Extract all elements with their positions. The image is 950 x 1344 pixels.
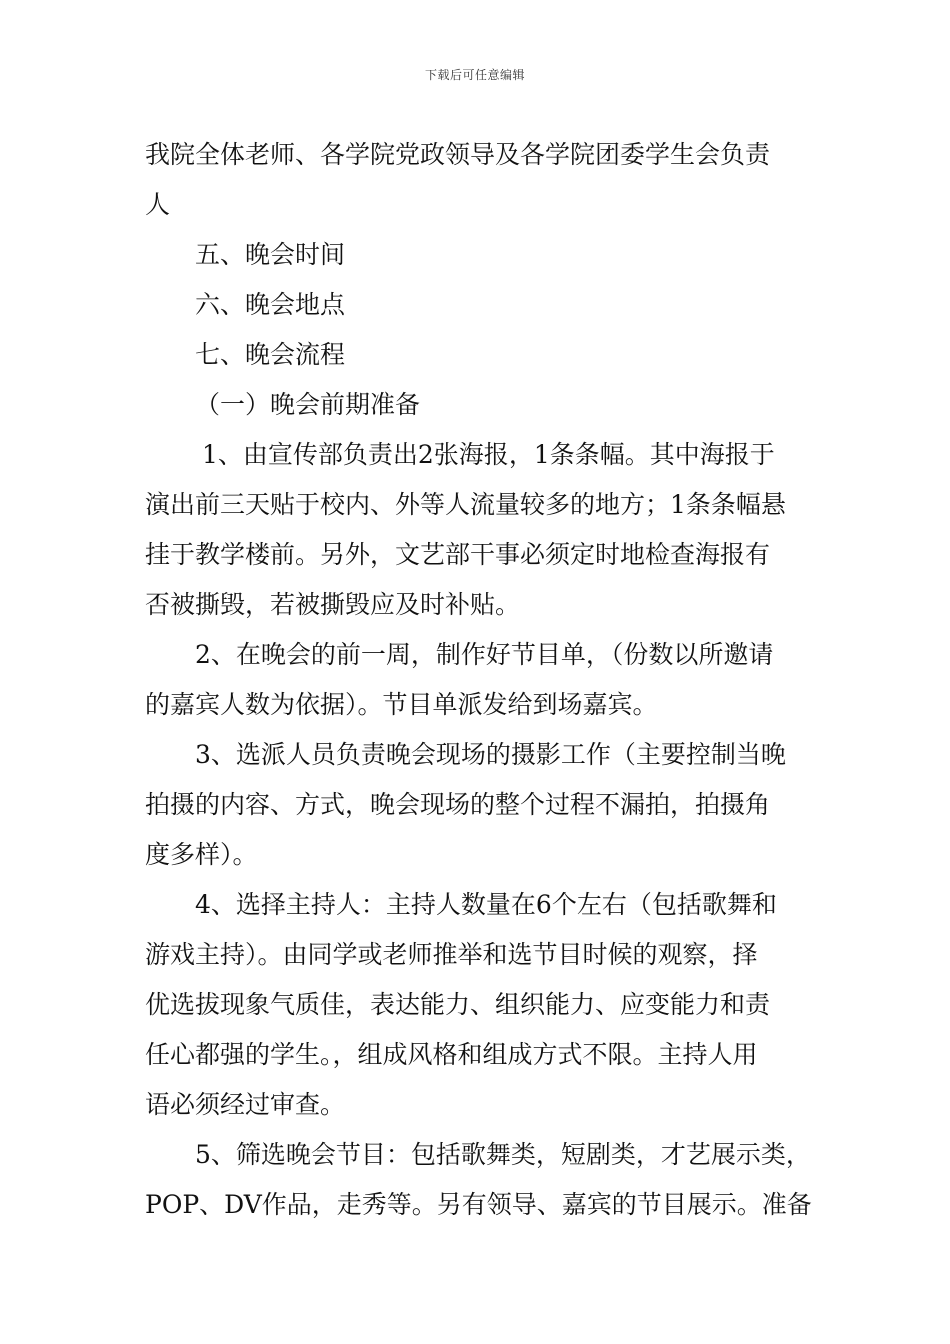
section-heading: 五、晚会时间 [195, 240, 346, 269]
text-line: 3、选派人员负责晚会现场的摄影工作（主要控制当晚 [195, 740, 786, 769]
section-heading: 六、晚会地点 [195, 290, 346, 319]
text-line: 度多样）。 [145, 840, 258, 869]
text-line: 5、筛选晚会节目：包括歌舞类，短剧类，才艺展示类， [195, 1140, 811, 1169]
text-line: 演出前三天贴于校内、外等人流量较多的地方；1条条幅悬 [145, 490, 786, 519]
text-line: 人 [145, 190, 171, 219]
section-heading: 七、晚会流程 [195, 340, 346, 369]
text-line: 4、选择主持人：主持人数量在6个左右（包括歌舞和 [195, 890, 777, 919]
page-header-note: 下载后可任意编辑 [424, 68, 525, 82]
text-line: 游戏主持）。由同学或老师推举和选节目时候的观察，择 [145, 940, 758, 969]
text-line: 拍摄的内容、方式，晚会现场的整个过程不漏拍，拍摄角 [145, 790, 771, 819]
text-line: 语必须经过审查。 [145, 1090, 346, 1119]
text-line: 优选拔现象气质佳，表达能力、组织能力、应变能力和责 [145, 990, 771, 1019]
text-line: 的嘉宾人数为依据）。节目单派发给到场嘉宾。 [145, 690, 658, 719]
text-line: 任心都强的学生。，组成风格和组成方式不限。主持人用 [145, 1040, 758, 1069]
text-line: 1、由宣传部负责出2张海报，1条条幅。其中海报于 [202, 440, 775, 469]
document-body [145, 130, 825, 1230]
text-line: 否被撕毁，若被撕毁应及时补贴。 [145, 590, 521, 619]
text-line: 挂于教学楼前。另外，文艺部干事必须定时地检查海报有 [145, 540, 771, 569]
text-line: 2、在晚会的前一周，制作好节目单，（份数以所邀请 [195, 640, 774, 669]
text-line: 我院全体老师、各学院党政领导及各学院团委学生会负责 [145, 140, 771, 169]
text-line: POP、DV作品，走秀等。另有领导、嘉宾的节目展示。准备 [145, 1190, 812, 1219]
subsection-heading: （一）晚会前期准备 [195, 390, 421, 419]
